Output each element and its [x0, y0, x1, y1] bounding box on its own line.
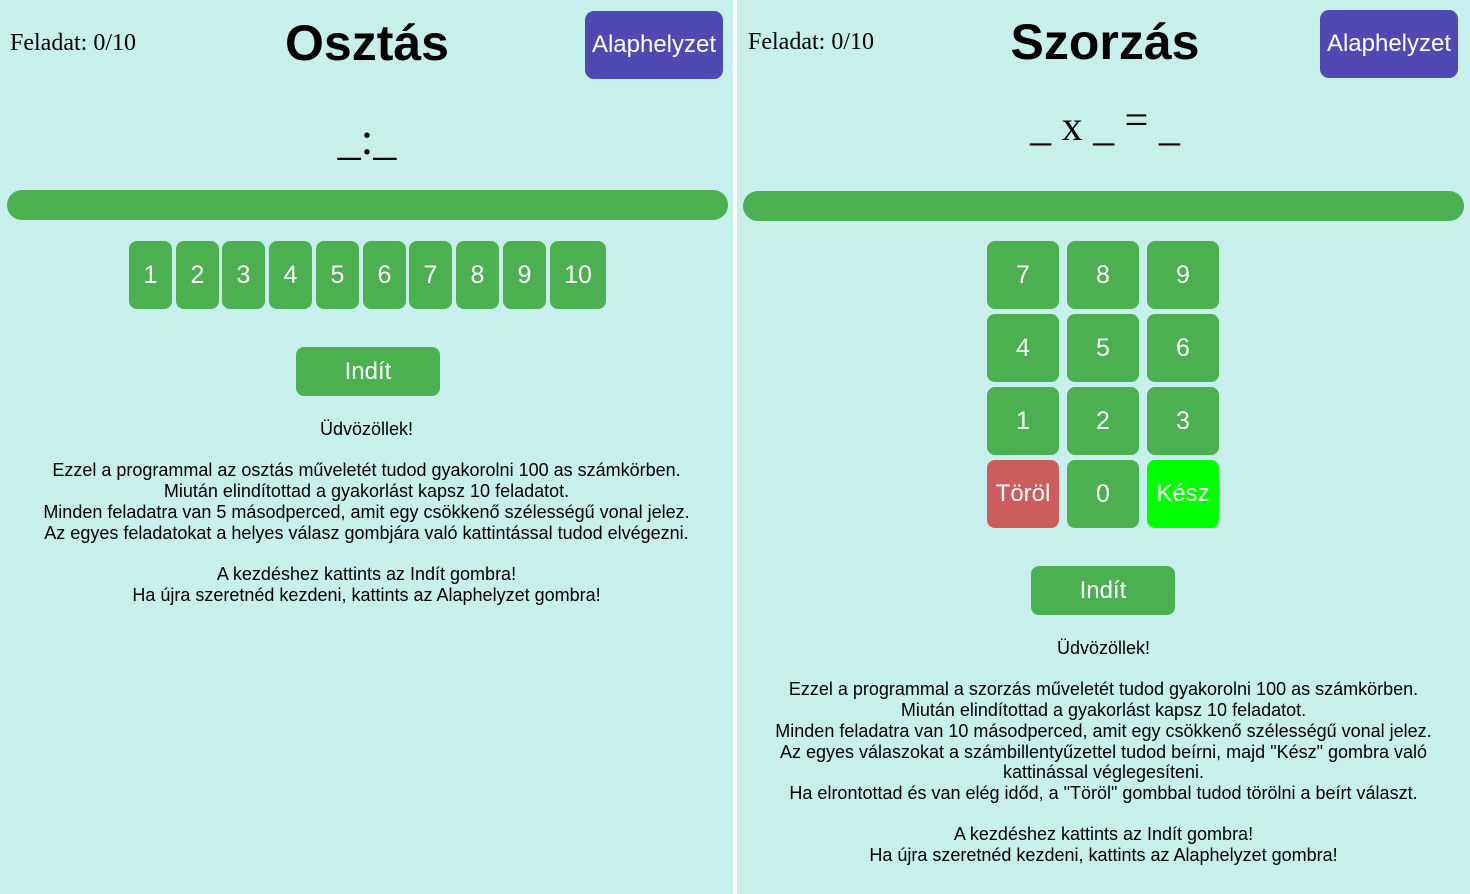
operand-b-blank: _: [1093, 104, 1115, 150]
key-7[interactable]: 7: [987, 241, 1059, 309]
equation-display: _:_: [337, 113, 397, 164]
answer-button-9[interactable]: 9: [503, 241, 546, 309]
timer-bar: [7, 190, 728, 220]
result-blank: _: [1158, 104, 1180, 150]
task-counter-label: Feladat:: [748, 29, 826, 55]
answer-button-10[interactable]: 10: [550, 241, 606, 309]
key-9[interactable]: 9: [1147, 241, 1219, 309]
task-counter-label: Feladat:: [10, 30, 88, 56]
equals-sign: =: [1124, 98, 1149, 144]
reset-button[interactable]: Alaphelyzet: [585, 11, 723, 79]
welcome-text: Üdvözöllek!: [319, 419, 414, 439]
instruction-line: kattinással véglegesíteni.: [1002, 762, 1205, 783]
instruction-line: Miután elindítottad a gyakorlást kapsz 10 feladatot.: [900, 700, 1307, 721]
task-counter: [10, 30, 136, 57]
operand-a-blank: _: [1030, 104, 1052, 150]
task-counter-value: 0/10: [93, 30, 136, 56]
instruction-line: Ezzel a programmal a szorzás műveletét tudod gyakorolni 100 as számkörben.: [788, 679, 1419, 700]
answer-button-3[interactable]: 3: [222, 241, 265, 309]
instruction-line: Ha újra szeretnéd kezdeni, kattints az Alaphelyzet gombra!: [132, 584, 601, 605]
key-6[interactable]: 6: [1147, 314, 1219, 382]
instruction-line: Minden feladatra van 10 másodperced, amit egy csökkenő szélességű vonal jelez.: [775, 720, 1432, 741]
task-counter: [748, 29, 874, 56]
instruction-line: A kezdéshez kattints az Indít gombra!: [953, 824, 1254, 845]
division-panel: [0, 0, 733, 894]
instruction-line: Ha elrontottad és van elég időd, a "Töröl" gombbal tudod törölni a beírt választ.: [789, 782, 1418, 803]
multiply-sign: x: [1061, 104, 1083, 150]
answer-button-7[interactable]: 7: [409, 241, 452, 309]
timer-bar: [743, 191, 1464, 221]
instructions: [0, 419, 733, 605]
key-8[interactable]: 8: [1067, 241, 1139, 309]
key-0[interactable]: 0: [1067, 460, 1139, 528]
answer-button-8[interactable]: 8: [456, 241, 499, 309]
page-title: Osztás: [285, 15, 449, 71]
answer-button-4[interactable]: 4: [269, 241, 312, 309]
reset-button[interactable]: Alaphelyzet: [1320, 10, 1458, 78]
instruction-line: Ezzel a programmal az osztás műveletét tudod gyakorolni 100 as számkörben.: [52, 460, 681, 481]
instruction-line: Minden feladatra van 5 másodperced, amit egy csökkenő szélességű vonal jelez.: [43, 501, 690, 522]
multiplication-panel: [737, 0, 1470, 894]
answer-button-6[interactable]: 6: [363, 241, 406, 309]
instruction-line: Miután elindítottad a gyakorlást kapsz 10 feladatot.: [163, 481, 570, 502]
instruction-line: A kezdéshez kattints az Indít gombra!: [216, 563, 517, 584]
start-button[interactable]: Indít: [296, 347, 440, 396]
key-4[interactable]: 4: [987, 314, 1059, 382]
answer-button-1[interactable]: 1: [129, 241, 172, 309]
instruction-line: Ha újra szeretnéd kezdeni, kattints az Alaphelyzet gombra!: [869, 845, 1338, 865]
answer-button-5[interactable]: 5: [316, 241, 359, 309]
welcome-text: Üdvözöllek!: [1056, 638, 1151, 658]
instructions: [737, 638, 1470, 866]
equation-display: [955, 98, 1255, 151]
page-title: Szorzás: [1010, 14, 1200, 70]
key-5[interactable]: 5: [1067, 314, 1139, 382]
instruction-line: Az egyes feladatokat a helyes válasz gombjára való kattintással tudod elvégezni.: [44, 522, 689, 543]
key-3[interactable]: 3: [1147, 387, 1219, 455]
instruction-line: Az egyes válaszokat a számbillentyűzettel tudod beírni, majd "Kész" gombra való: [779, 741, 1428, 762]
key-2[interactable]: 2: [1067, 387, 1139, 455]
key-1[interactable]: 1: [987, 387, 1059, 455]
done-button[interactable]: Kész: [1147, 460, 1219, 528]
answer-button-2[interactable]: 2: [176, 241, 219, 309]
task-counter-value: 0/10: [831, 29, 874, 55]
start-button[interactable]: Indít: [1031, 566, 1175, 615]
delete-button[interactable]: Töröl: [987, 460, 1059, 528]
